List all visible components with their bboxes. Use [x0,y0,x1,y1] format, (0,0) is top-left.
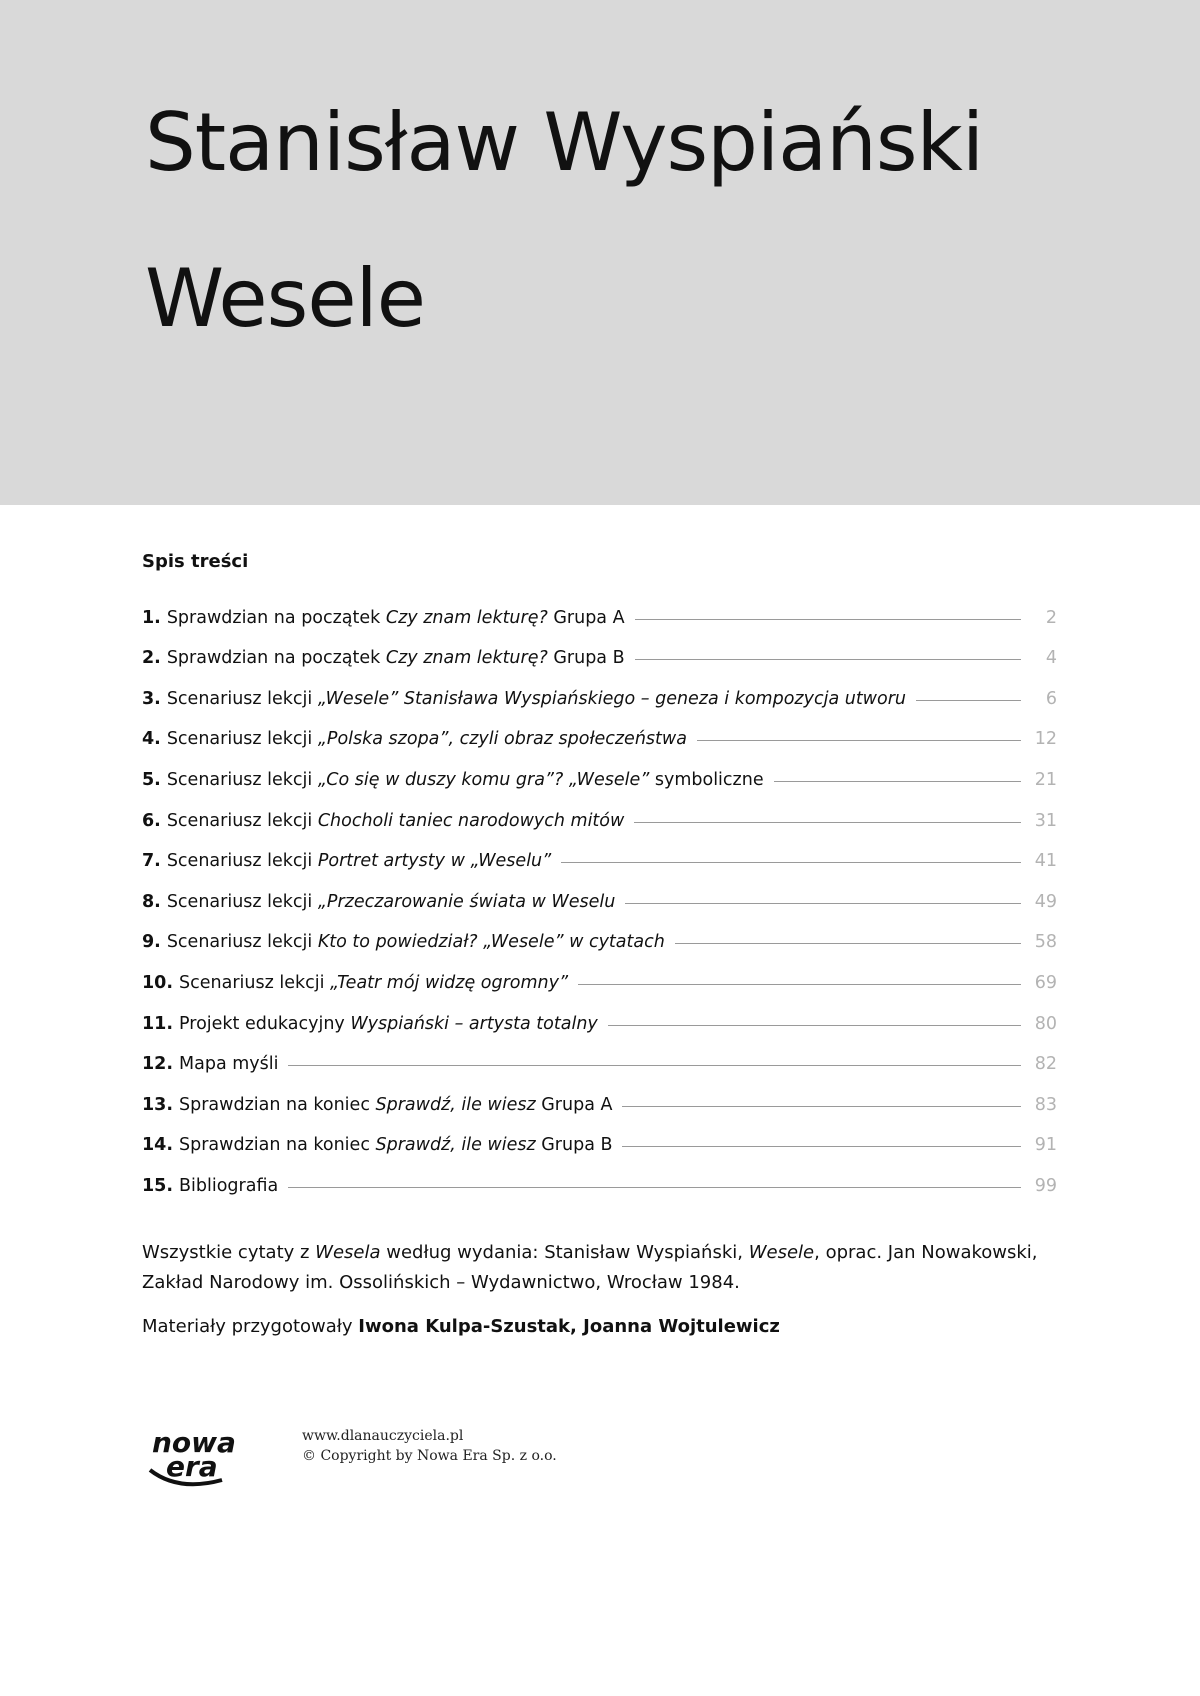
credits-label: Materiały przygotowały [142,1316,359,1337]
toc-item-page: 21 [1034,769,1057,790]
toc-leader-line [561,861,1021,863]
toc-item-title [167,770,764,790]
toc-item-title [167,608,625,628]
toc-item-page: 49 [1034,891,1057,912]
toc-title-text: Projekt edukacyjny [179,1013,351,1034]
toc-leader-line [578,983,1021,985]
toc-item-title [179,1014,598,1034]
toc-item-number: 10. [142,972,174,993]
toc-title-text: Sprawdzian na koniec [179,1094,376,1115]
note-text-3: , oprac. Jan Nowakowski, Zakład Narodowy im. Ossolińskich – Wydawnictwo, Wrocław 1984. [142,1242,1038,1293]
toc-item-title [167,648,625,668]
toc-leader-line [622,1145,1021,1147]
note-italic-1: Wesela [315,1242,381,1263]
toc-title-text: Scenariusz lekcji [166,851,318,872]
toc-title-italic: Czy znam lekturę? [385,607,548,628]
toc-leader-line [634,821,1021,823]
toc-leader-line [622,1105,1021,1107]
toc-title-italic: Wyspiański – artysta totalny [350,1013,598,1034]
toc-item-number: 2. [142,648,161,669]
toc-item-number: 3. [142,688,161,709]
toc-title-italic: „Przeczarowanie świata w Weselu [317,891,616,912]
toc-title-italic: „Teatr mój widzę ogromny” [330,972,569,993]
toc-title-text: Grupa B [535,1135,613,1156]
author-title: Stanisław Wyspiański [145,96,984,189]
toc-item-title [167,811,624,831]
toc-item-number: 12. [142,1054,174,1075]
note-text-1: Wszystkie cytaty z [142,1242,316,1263]
toc-title-text: Sprawdzian na koniec [179,1135,376,1156]
toc-item[interactable] [142,952,1057,993]
toc-item-title [167,851,551,871]
credits-authors: Iwona Kulpa-Szustak, Joanna Wojtulewicz [358,1316,780,1337]
toc-item-title [179,1054,278,1074]
toc-title-italic: Czy znam lekturę? [385,648,548,669]
toc-item[interactable] [142,871,1057,912]
toc-title-italic: „Polska szopa”, czyli obraz społeczeństwa [317,729,687,750]
toc-item[interactable] [142,790,1057,831]
toc-title-text: Grupa A [535,1094,613,1115]
toc-item-number: 14. [142,1135,174,1156]
toc-title-text: Scenariusz lekcji [166,688,318,709]
toc-item[interactable] [142,1115,1057,1156]
toc-title-italic: Sprawdź, ile wiesz [375,1094,536,1115]
toc-item[interactable] [142,628,1057,669]
nowa-era-logo [148,1424,238,1490]
toc-title-text: Grupa B [547,648,625,669]
logo-text-bottom: era [166,1450,218,1483]
toc-title-text: symboliczne [649,769,764,790]
toc-item-number: 5. [142,769,161,790]
toc-leader-line [697,739,1021,741]
toc-leader-line [288,1064,1021,1066]
toc-title-italic: Portret artysty w „Weselu” [317,851,552,872]
toc-item-title [179,1095,612,1115]
credits-line [142,1316,780,1337]
toc-item[interactable] [142,668,1057,709]
toc-title-italic: Kto to powiedział? „Wesele” w cytatach [317,932,665,953]
logo-text-top: nowa [152,1426,236,1459]
toc-item-page: 6 [1045,688,1057,709]
toc-item-page: 4 [1045,648,1057,669]
toc-item-title [167,932,665,952]
toc-title-text: Scenariusz lekcji [166,769,318,790]
toc-title-italic: Sprawdź, ile wiesz [375,1135,536,1156]
toc-item[interactable] [142,1155,1057,1196]
toc-item[interactable] [142,749,1057,790]
note-text-2: według wydania: Stanisław Wyspiański, [380,1242,749,1263]
toc-title-text: Bibliografia [179,1175,279,1196]
toc-item-page: 2 [1045,607,1057,628]
toc-leader-line [635,658,1021,660]
toc-item-number: 8. [142,891,161,912]
toc-item-title [179,1176,278,1196]
citation-note [142,1238,1062,1298]
toc-item-number: 6. [142,810,161,831]
toc-title-italic: „Wesele” Stanisława Wyspiańskiego – geneza i kompozycja utworu [317,688,906,709]
toc-title-text: Scenariusz lekcji [166,810,318,831]
toc-item-title [179,973,568,993]
toc-item[interactable] [142,709,1057,750]
toc-item-page: 69 [1034,972,1057,993]
toc-title-italic: Chocholi taniec narodowych mitów [317,810,625,831]
toc-item-page: 12 [1034,729,1057,750]
toc-title-italic: „Co się w duszy komu gra”? „Wesele” [317,769,650,790]
toc-item[interactable] [142,1074,1057,1115]
toc-item-page: 58 [1034,932,1057,953]
toc-item[interactable] [142,831,1057,872]
toc-leader-line [608,1024,1021,1026]
toc-item-title [167,729,687,749]
footer-text [302,1426,557,1466]
toc-leader-line [774,780,1021,782]
toc-item-number: 4. [142,729,161,750]
toc-item-number: 11. [142,1013,174,1034]
title-banner [0,0,1200,505]
toc-title-text: Sprawdzian na początek [166,648,386,669]
toc-title-text: Scenariusz lekcji [166,891,318,912]
toc-title-text: Grupa A [547,607,625,628]
website-link[interactable]: www.dlanauczyciela.pl [302,1428,464,1444]
toc-title-text: Mapa myśli [179,1054,279,1075]
toc-leader-line [635,618,1021,620]
toc-leader-line [288,1186,1021,1188]
toc-item-page: 83 [1034,1094,1057,1115]
toc-item-page: 91 [1034,1135,1057,1156]
toc-item-title [167,689,906,709]
toc-heading: Spis treści [142,551,249,572]
toc-item-page: 99 [1034,1175,1057,1196]
note-italic-2: Wesele [748,1242,815,1263]
toc-leader-line [916,699,1021,701]
toc-item-number: 13. [142,1094,174,1115]
toc-leader-line [675,942,1021,944]
toc-item-page: 82 [1034,1054,1057,1075]
toc-item-page: 41 [1034,851,1057,872]
toc-item[interactable] [142,993,1057,1034]
toc-title-text: Scenariusz lekcji [179,972,331,993]
toc-item-number: 15. [142,1175,174,1196]
toc-item-number: 7. [142,851,161,872]
toc-leader-line [625,902,1021,904]
copyright-text: © Copyright by Nowa Era Sp. z o.o. [302,1448,557,1464]
toc-item-page: 80 [1034,1013,1057,1034]
toc-item-title [167,892,615,912]
toc-item-number: 1. [142,607,161,628]
toc-item-number: 9. [142,932,161,953]
toc-title-text: Scenariusz lekcji [166,729,318,750]
toc-title-text: Scenariusz lekcji [166,932,318,953]
toc-title-text: Sprawdzian na początek [166,607,386,628]
toc-item[interactable] [142,587,1057,628]
toc-item[interactable] [142,1034,1057,1075]
toc-item[interactable] [142,912,1057,953]
toc-item-title [179,1135,612,1155]
table-of-contents [142,587,1057,1196]
work-title: Wesele [145,252,425,345]
toc-item-page: 31 [1034,810,1057,831]
